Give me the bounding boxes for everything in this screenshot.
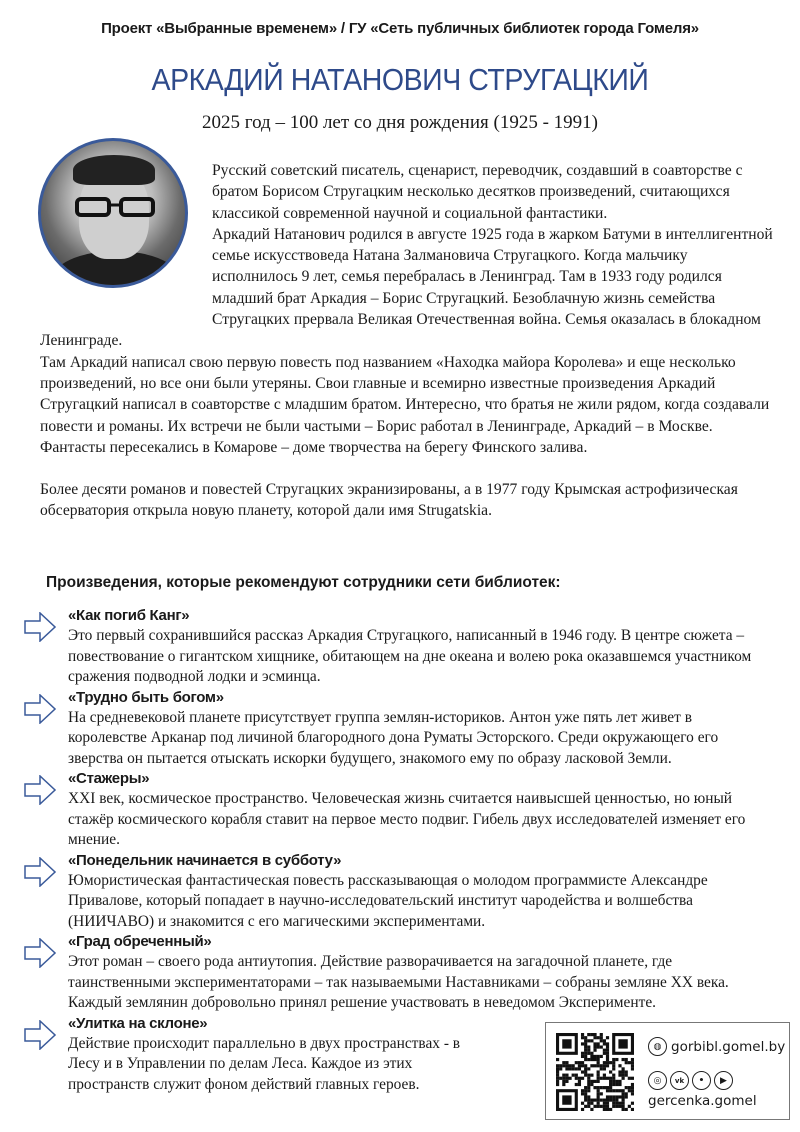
list-item <box>0 769 773 851</box>
list-item <box>0 688 773 770</box>
arrow-right-icon <box>24 694 56 724</box>
list-item <box>0 606 773 688</box>
bio-paragraph: Аркадий Натанович родился в августе 1925 года в жарком Батуми в интеллигентной семье искусствоведа Натана Залмановича Стругацкого. Когда мальчику исполнилось 9 лет, семья перебралась в Ленинград. Там в 1933 году родился младший брат Аркадия – Борис Стругацкий. Безоблачную жизнь семейства Стругацких прервала Великая Отечественная война. Семья оказалась в блокадном Ленинграде. <box>40 225 773 350</box>
website-text: gorbibl.gomel.by <box>671 1038 786 1055</box>
list-item <box>0 1014 473 1096</box>
arrow-right-icon <box>24 857 56 887</box>
work-description: Действие происходит параллельно в двух пространствах - в Лесу и в Управлении по делам Леса. Каждое из этих пространств служит фоном действий главных героев. <box>68 1034 461 1093</box>
project-line: Проект «Выбранные временем» / ГУ «Сеть публичных библиотек города Гомеля» <box>101 20 699 37</box>
work-title: «Стажеры» <box>68 770 150 787</box>
bio-paragraph: Более десяти романов и повестей Стругацких экранизированы, а в 1977 году Крымская астрофизическая обсерватория открыла новую планету, которой дали имя Strugatskia. <box>40 481 738 520</box>
arrow-right-icon <box>24 775 56 805</box>
biography <box>40 160 775 522</box>
arrow-right-icon <box>24 612 56 642</box>
work-title: «Как погиб Канг» <box>68 607 190 624</box>
portrait-float <box>40 160 212 310</box>
arrow-right-icon <box>24 938 56 968</box>
list-item <box>0 851 773 933</box>
bio-paragraph: Там Аркадий написал свою первую повесть под названием «Находка майора Королева» и еще несколько произведений, но все они были утеряны. Свои главные и всемирно известные произведения Аркадий Стругацкий написал в соавторстве с младшим братом. Интересно, что братья не жили рядом, когда создавали повести и романы. Их встречи не были частыми – Борис работал в Ленинграде, Аркадий – в Москве. Фантасты пересекались в Комарове – доме творчества на берегу Финского залива. <box>40 353 770 456</box>
work-title: «Понедельник начинается в субботу» <box>68 851 342 869</box>
youtube-icon[interactable]: ▶ <box>714 1071 733 1090</box>
portrait-photo <box>38 138 188 288</box>
list-item <box>0 932 773 1014</box>
work-description: Юмористическая фантастическая повесть рассказывающая о молодом программисте Александре Привалове, который попадает в научно-исследовательский институт чародейства и волшебства (НИИЧАВО) и знакомится с его магическими экспериментами. <box>68 871 708 930</box>
arrow-right-icon <box>24 1020 56 1050</box>
work-title: «Улитка на склоне» <box>68 1014 208 1032</box>
work-description: XXI век, космическое пространство. Человеческая жизнь считается наивысшей ценностью, но юный стажёр космического корабля ставит на первое место подвиг. Гибель двух исследователей изменяет его мнение. <box>68 790 746 848</box>
works-heading: Произведения, которые рекомендуют сотрудники сети библиотек: <box>46 574 561 591</box>
vk-icon[interactable]: vk <box>670 1071 689 1090</box>
qr-code[interactable] <box>556 1033 634 1111</box>
social-handle[interactable]: gercenka.gomel <box>648 1093 757 1109</box>
website-link[interactable] <box>648 1037 785 1056</box>
odnoklassniki-icon[interactable]: ꔷ <box>692 1071 711 1090</box>
page-title: АРКАДИЙ НАТАНОВИЧ СТРУГАЦКИЙ <box>151 62 649 97</box>
page-subtitle: 2025 год – 100 лет со дня рождения (1925 - 1991) <box>202 112 598 133</box>
work-description: Это первый сохранившийся рассказ Аркадия Стругацкого, написанный в 1946 году. В центре сюжета – повествование о гигантском хищнике, обитающем на дне океана и волею рока оказавшемся участником сражения подводной лодки и эсминца. <box>68 627 752 685</box>
contacts-box <box>545 1022 790 1120</box>
work-description: На средневековой планете присутствует группа землян-историков. Антон уже пять лет живет в королевстве Арканар под личиной благородного дона Руматы Эсторского. Среди окружающего его зверства он пытается отыскать искорки будущего, знакомого ему по образу ласковой Земли. <box>68 708 719 767</box>
social-icons <box>648 1071 733 1090</box>
work-title: «Град обреченный» <box>68 933 212 950</box>
instagram-icon[interactable]: ◎ <box>648 1071 667 1090</box>
globe-icon: ◍ <box>648 1037 667 1056</box>
bio-paragraph: Русский советский писатель, сценарист, переводчик, создавший в соавторстве с братом Борисом Стругацким несколько десятков произведений, считающихся классикой современной научной и социальной фантастики. <box>212 162 743 222</box>
work-title: «Трудно быть богом» <box>68 688 224 706</box>
work-description: Этот роман – своего рода антиутопия. Действие разворачивается на загадочной планете, где таинственными экспериментаторами – так называемыми Наставниками – собраны земляне XX века. Каждый землянин добровольно принял решение участвовать в неведомом Эксперименте. <box>68 953 729 1011</box>
